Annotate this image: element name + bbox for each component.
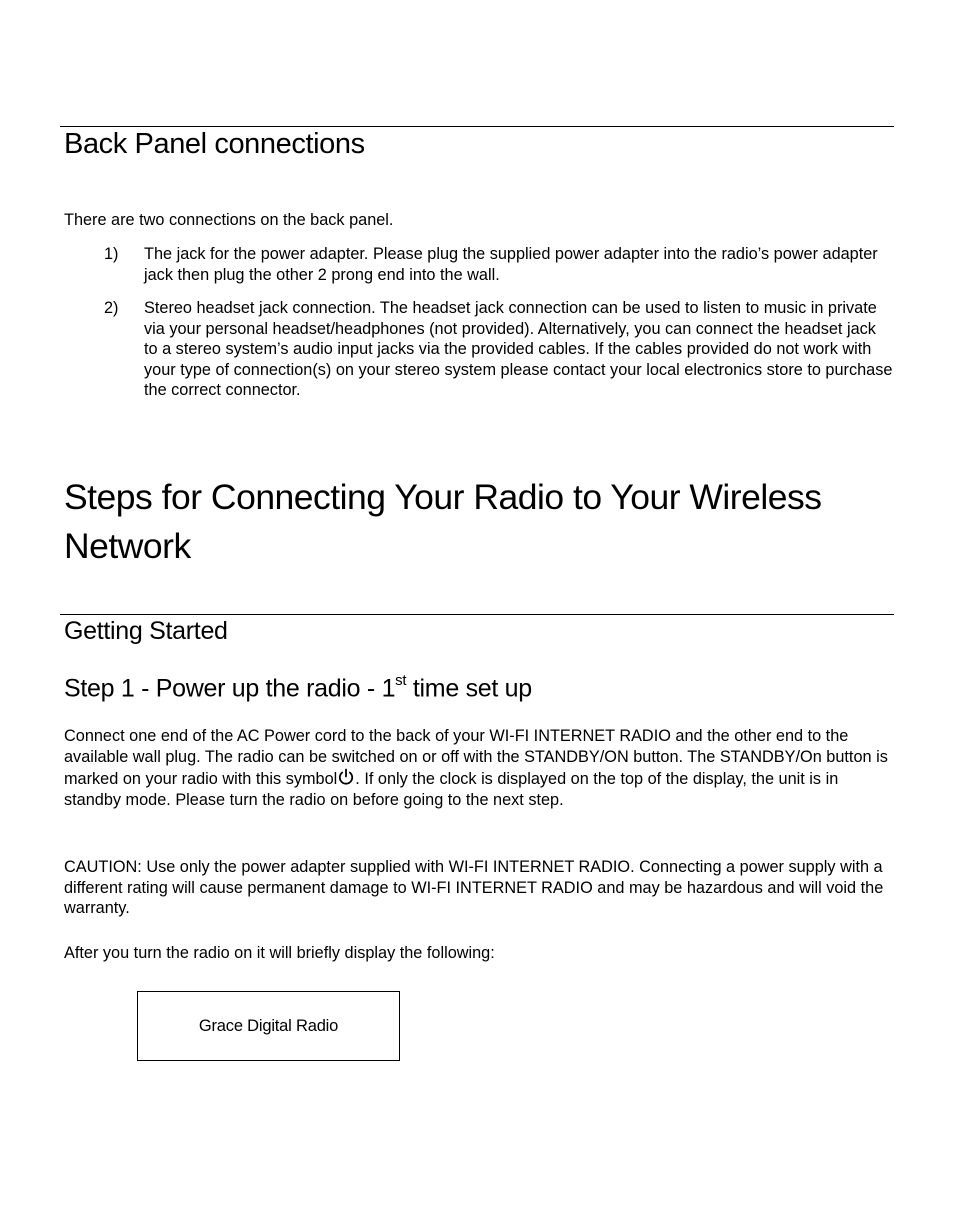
top-divider <box>60 126 894 127</box>
getting-started-heading: Getting Started <box>64 617 228 645</box>
back-panel-heading: Back Panel connections <box>64 128 365 160</box>
power-icon <box>337 768 355 786</box>
after-power-on-text: After you turn the radio on it will briefly display the following: <box>64 944 495 962</box>
step1-heading-text: Step 1 - Power up the radio - 1 <box>64 674 396 703</box>
caution-label: CAUTION <box>64 858 138 876</box>
radio-display-box <box>137 991 400 1061</box>
step1-heading-suffix: time set up <box>406 674 532 703</box>
step1-paragraph-text-end: . If only the clock is displayed on the top of the display, the unit is in standby mode. Please turn the radio on before going to the next step. <box>64 770 839 809</box>
list-item-number: 1) <box>104 245 119 263</box>
list-item-text: Stereo headset jack connection. The headset jack connection can be used to listen to music in private via your personal headset/headphones (not provided). Alternatively, you can connect the headset jack to a stereo system’s audio input jacks via the provided cables. If the cables provided do not work with your type of connection(s) on your stereo system please contact your local electronics store to purchase the correct connector. <box>144 299 893 399</box>
section-divider <box>60 614 894 615</box>
step1-paragraph <box>64 726 894 811</box>
back-panel-intro: There are two connections on the back panel. <box>64 211 394 229</box>
list-item-text: The jack for the power adapter. Please plug the supplied power adapter into the radio’s power adapter jack then plug the other 2 prong end into the wall. <box>144 245 878 284</box>
radio-display-text: Grace Digital Radio <box>198 1016 339 1035</box>
step1-heading-ordinal: st <box>395 672 407 689</box>
step1-heading <box>64 674 532 703</box>
caution-text: : Use only the power adapter supplied with WI-FI INTERNET RADIO. Connecting a power supply with a different rating will cause permanent damage to WI-FI INTERNET RADIO and may be hazardous and will void the warranty. <box>64 858 884 917</box>
step1-paragraph-text: Connect one end of the AC Power cord to the back of your WI-FI INTERNET RADIO and the other end to the available wall plug. The radio can be switched on or off with the STANDBY/ON button. The STANDBY/On button is marked on your radio with this symbol <box>64 727 888 788</box>
list-item-number: 2) <box>104 299 119 317</box>
caution-note <box>64 857 894 919</box>
steps-title: Steps for Connecting Your Radio to Your Wireless Network <box>64 477 822 566</box>
